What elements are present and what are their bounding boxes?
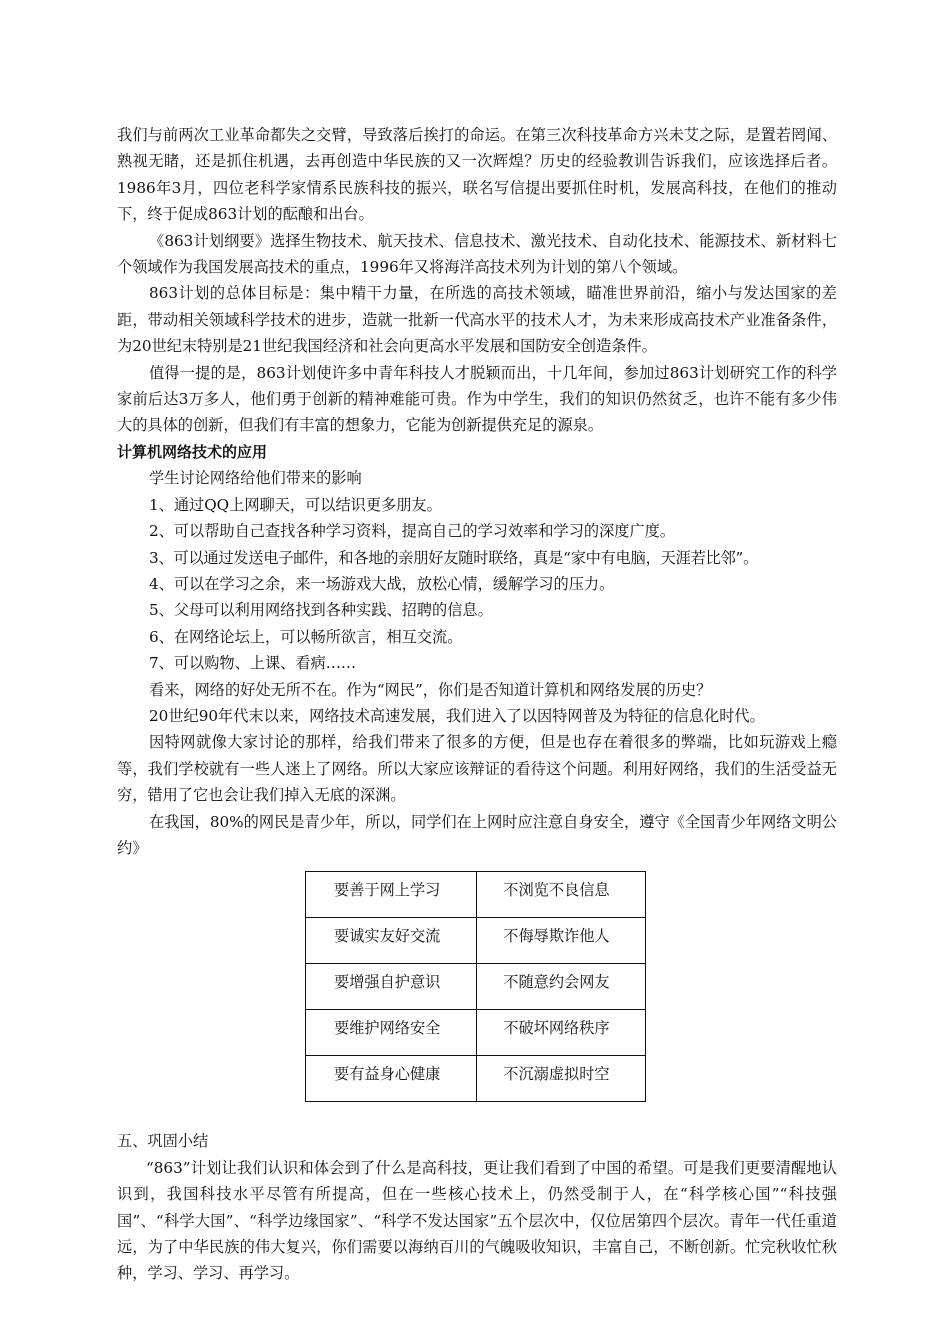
list-item: 2、可以帮助自己查找各种学习资料，提高自己的学习效率和学习的深度广度。: [149, 522, 676, 541]
netizen-paragraph: 看来，网络的好处无所不在。作为“网民”，你们是否知道计算机和网络发展的历史？: [149, 680, 712, 699]
list-item: 4、可以在学习之余，来一场游戏大战，放松心情，缓解学习的压力。: [149, 574, 615, 593]
convention-table-wrap: [305, 871, 837, 1102]
list-item: 3、可以通过发送电子邮件，和各地的亲朋好友随时联络，真是“家中有电脑，天涯若比邻”。: [149, 548, 759, 567]
list-item: 1、通过QQ上网聊天，可以结识更多朋友。: [149, 495, 442, 514]
table-row: [306, 872, 646, 918]
internet-paragraph: 因特网就像大家讨论的那样，给我们带来了很多的方便，但是也存在着很多的弊端，比如玩游戏上瘾等，我们学校就有一些人迷上了网络。所以大家应该辩证的看待这个问题。利用好网络，我们的生活受益无穷，错用了它也会让我们掉入无底的深渊。: [117, 733, 837, 805]
section-heading-network: 计算机网络技术的应用: [117, 442, 268, 461]
table-cell: 不随意约会网友: [477, 964, 646, 1010]
discussion-intro: 学生讨论网络给他们带来的影响: [149, 469, 362, 488]
table-cell: 要维护网络安全: [306, 1010, 477, 1056]
nineties-paragraph: 20世纪90年代末以来，网络技术高速发展，我们进入了以因特网普及为特征的信息化时代。: [149, 706, 765, 725]
outline-paragraph: 《863计划纲要》选择生物技术、航天技术、信息技术、激光技术、自动化技术、能源技术、新材料七个领域作为我国发展高技术的重点，1996年又将海洋高技术列为计划的第八个领域。: [117, 231, 837, 277]
table-cell: 不沉溺虚拟时空: [477, 1056, 646, 1102]
summary-paragraph: “863”计划让我们认识和体会到了什么是高科技，更让我们看到了中国的希望。可是我们更要清醒地认识到，我国科技水平尽管有所提高，但在一些核心技术上，仍然受制于人，在“科学核心国”“科技强国”、“科学大国”、“科学边缘国家”、“科学不发达国家”五个层次中，仅位居第四个层次。青年一代任重道远，为了中华民族的伟大复兴，你们需要以海纳百川的气魄吸收知识，丰富自己，不断创新。忙完秋收忙秋种，学习、学习、再学习。: [117, 1158, 837, 1283]
document-page: [117, 122, 837, 1287]
table-cell: 要善于网上学习: [306, 872, 477, 918]
table-row: [306, 964, 646, 1010]
section-heading-summary: 五、巩固小结: [117, 1132, 209, 1151]
table-cell: 要有益身心健康: [306, 1056, 477, 1102]
talent-paragraph: 值得一提的是，863计划使许多中青年科技人才脱颖而出，十几年间，参加过863计划研究工作的科学家前后达3万多人，他们勇于创新的精神难能可贵。作为中学生，我们的知识仍然贫乏，也许不能有多少伟大的具体的创新，但我们有丰富的想象力，它能为创新提供充足的源泉。: [117, 363, 837, 435]
list-item: 5、父母可以利用网络找到各种实践、招聘的信息。: [149, 601, 493, 620]
table-cell: 要增强自护意识: [306, 964, 477, 1010]
table-cell: 要诚实友好交流: [306, 918, 477, 964]
list-item: 7、可以购物、上课、看病……: [149, 654, 357, 673]
table-cell: 不浏览不良信息: [477, 872, 646, 918]
table-row: [306, 1010, 646, 1056]
youth-paragraph: 在我国，80%的网民是青少年，所以，同学们在上网时应注意自身安全，遵守《全国青少年网络文明公约》: [117, 812, 837, 857]
table-row: [306, 918, 646, 964]
goal-paragraph: 863计划的总体目标是：集中精干力量，在所选的高技术领域，瞄准世界前沿，缩小与发达国家的差距，带动相关领域科学技术的进步，造就一批新一代高水平的技术人才，为未来形成高技术产业准备条件，为20世纪末特别是21世纪我国经济和社会向更高水平发展和国防安全创造条件。: [117, 284, 837, 356]
benefit-list: [117, 492, 837, 677]
table-cell: 不侮辱欺诈他人: [477, 918, 646, 964]
table-cell: 不破坏网络秩序: [477, 1010, 646, 1056]
intro-paragraph: 我们与前两次工业革命都失之交臂，导致落后挨打的命运。在第三次科技革命方兴未艾之际，是置若罔闻、熟视无睹，还是抓住机遇，去再创造中华民族的又一次辉煌？历史的经验教训告诉我们，应该选择后者。1986年3月，四位老科学家情系民族科技的振兴，联名写信提出要抓住时机，发展高科技，在他们的推动下，终于促成863计划的酝酿和出台。: [117, 126, 837, 224]
list-item: 6、在网络论坛上，可以畅所欲言，相互交流。: [149, 627, 463, 646]
convention-table: [305, 871, 646, 1102]
table-row: [306, 1056, 646, 1102]
